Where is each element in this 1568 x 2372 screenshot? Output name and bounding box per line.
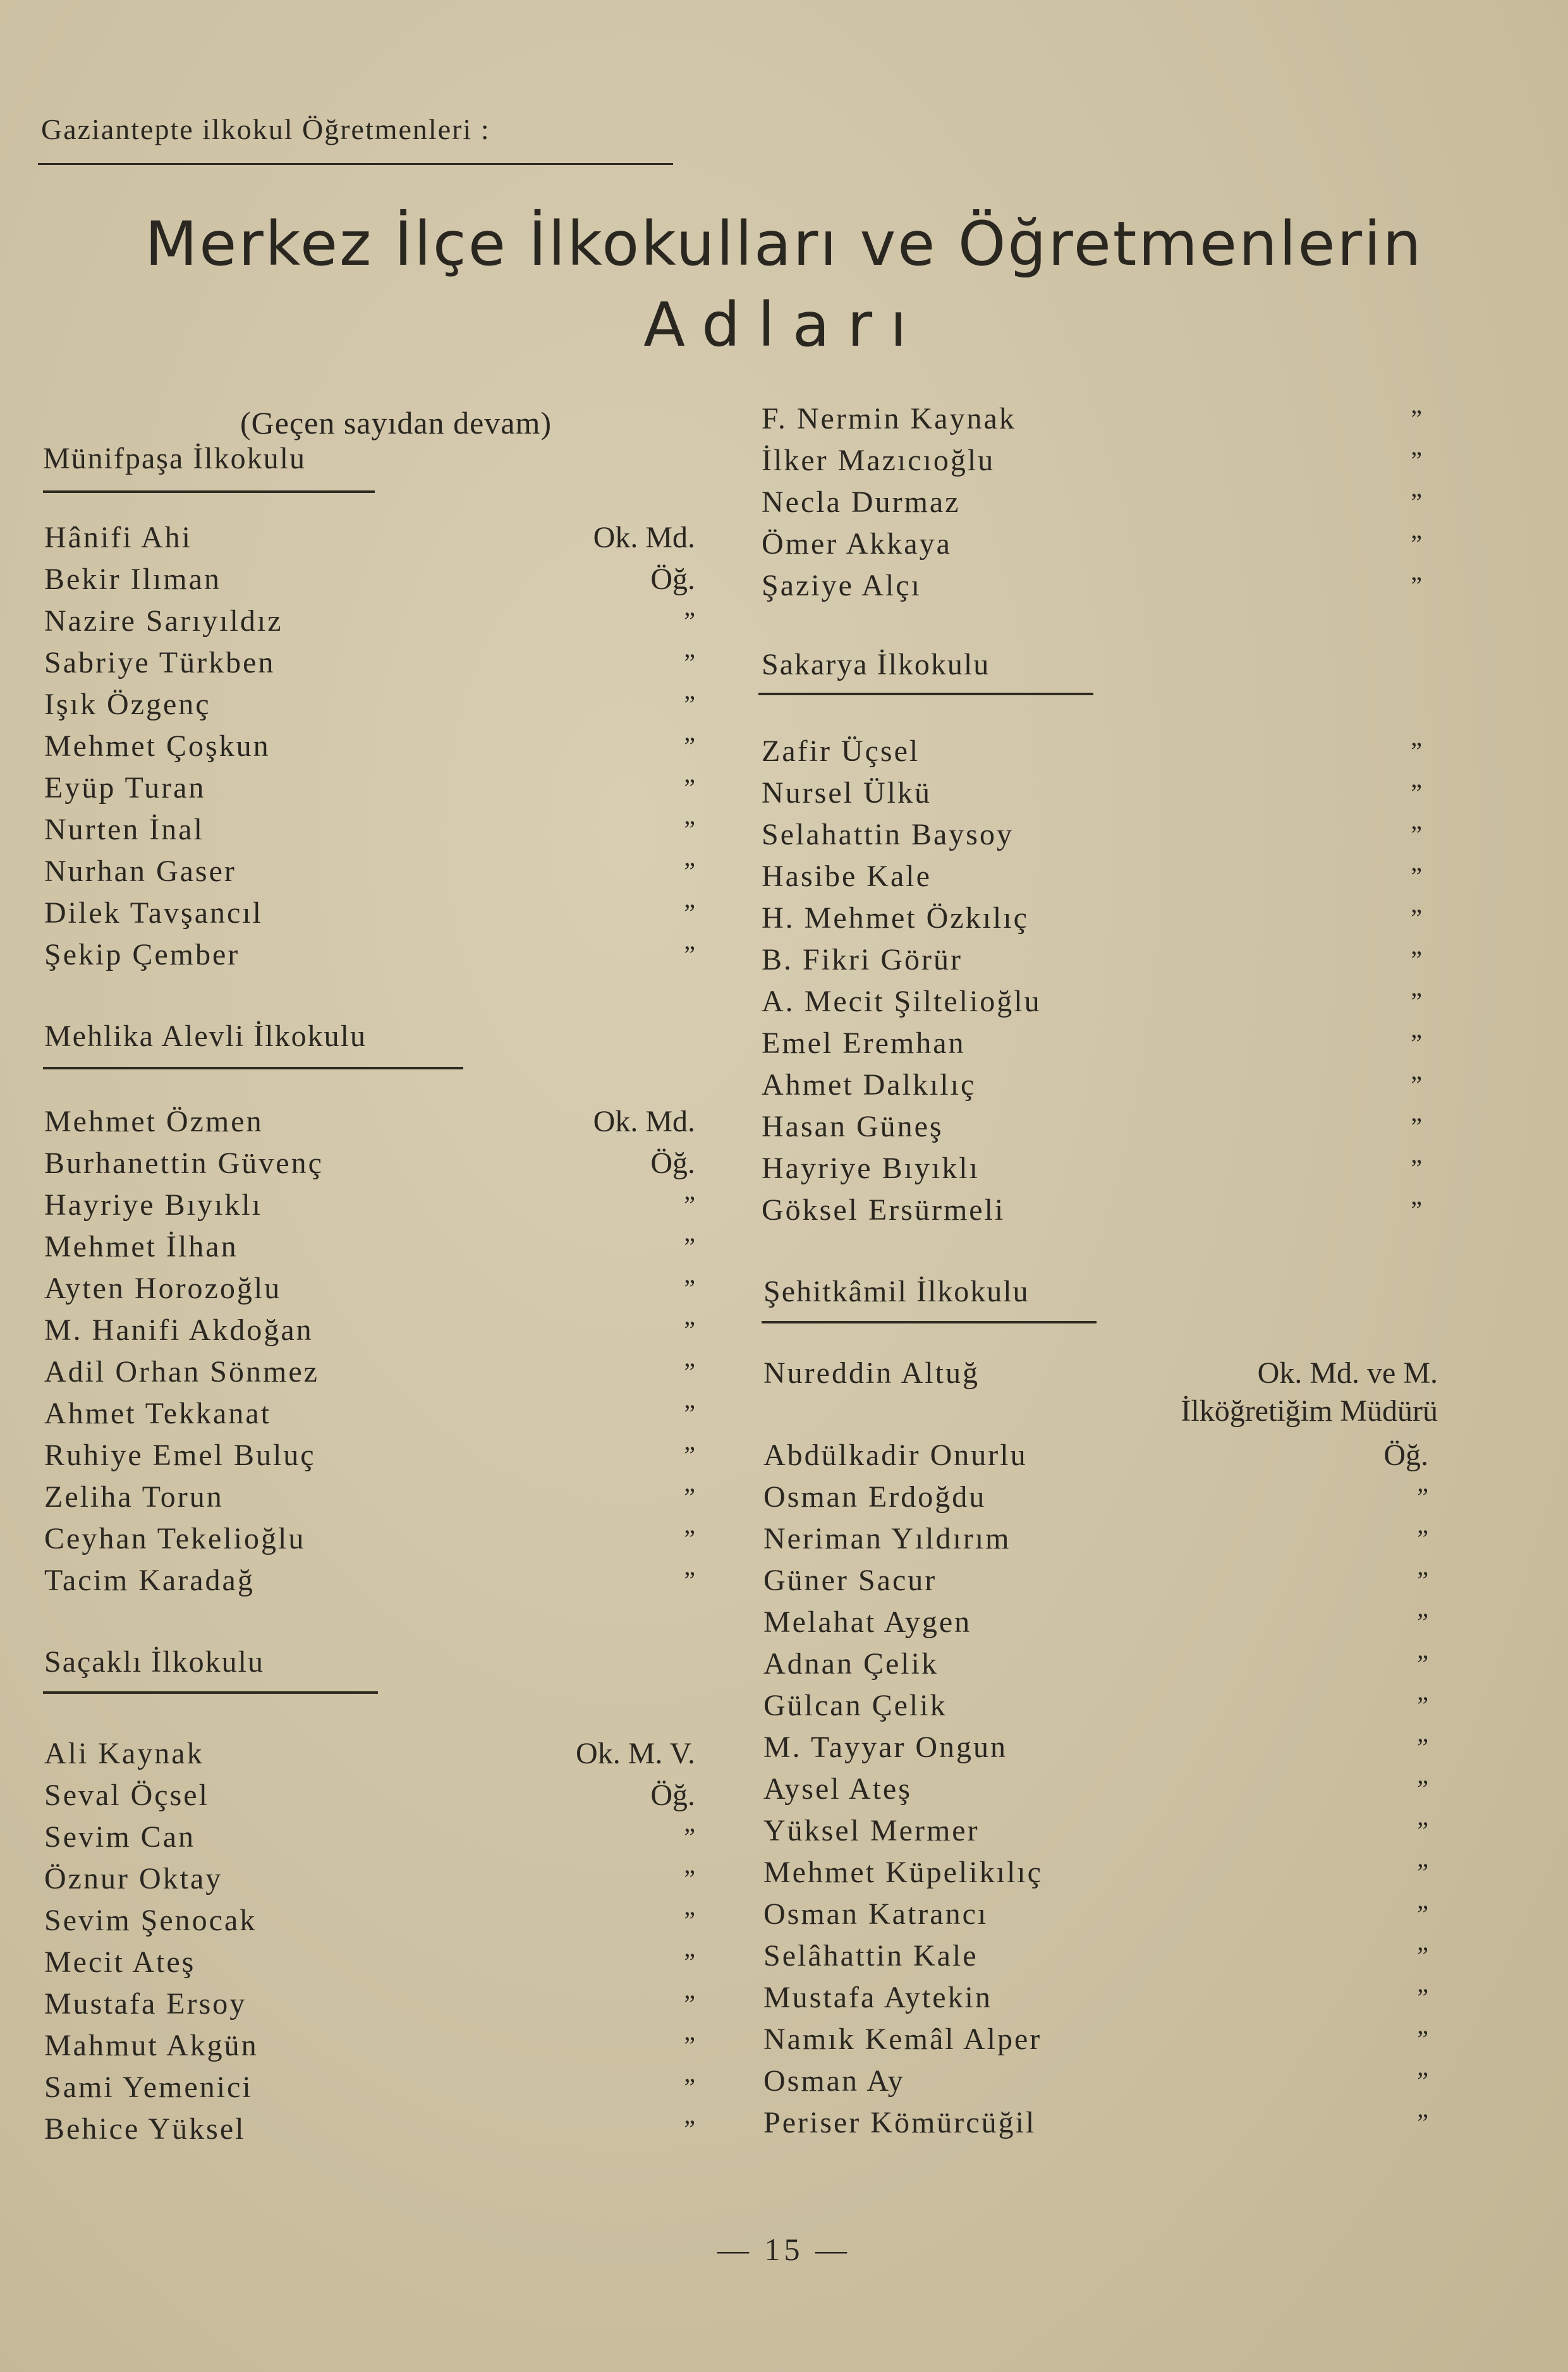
ditto-mark: ” [1417,2025,1428,2053]
header-underline [38,163,673,165]
teacher-name: Seval Öçsel [44,1779,209,1812]
teacher-name: Sevim Şenocak [44,1904,257,1937]
teacher-name: Adnan Çelik [763,1647,939,1681]
teacher-name: M. Tayyar Ongun [763,1730,1008,1764]
ditto-mark: ” [1411,446,1422,475]
ditto-mark: ” [1417,1942,1428,1970]
teacher-role: Öğ. [650,1779,695,1812]
ditto-mark: ” [1411,1029,1422,1057]
teacher-name: Nurten İnal [44,813,204,846]
ditto-mark: ” [684,2031,695,2060]
ditto-mark: ” [1417,1691,1428,1720]
teacher-name: Namık Kemâl Alper [763,2022,1042,2056]
ditto-mark: ” [1417,1650,1428,1678]
teacher-name: Göksel Ersürmeli [762,1193,1006,1227]
teacher-name: Şekip Çember [44,938,240,971]
section-underline [43,1691,378,1694]
teacher-name: Hasan Güneş [762,1110,944,1143]
teacher-name: Işık Özgenç [44,688,211,721]
teacher-name: Tacim Karadağ [44,1564,255,1597]
teacher-name: Ruhiye Emel Buluç [44,1438,316,1472]
teacher-name: Nurhan Gaser [44,855,236,888]
teacher-name: Periser Kömürcüğil [763,2106,1036,2139]
ditto-mark: ” [1411,1154,1422,1183]
teacher-name: Mehmet Küpelikılıç [763,1856,1043,1889]
teacher-name: Ömer Akkaya [762,527,952,561]
teacher-role: Ok. M. V. [576,1737,695,1770]
teacher-role: Ok. Md. [593,1105,695,1138]
ditto-mark: ” [684,1948,695,1976]
ditto-mark: ” [684,648,695,677]
ditto-mark: ” [1411,737,1422,765]
teacher-name: Hayriye Bıyıklı [762,1152,980,1185]
teacher-role-line2: İlköğretiğim Müdürü [1181,1394,1438,1428]
teacher-name: Ayten Horozoğlu [44,1272,282,1305]
ditto-mark: ” [684,1274,695,1303]
ditto-mark: ” [1411,904,1422,932]
teacher-name: Sevim Can [44,1820,195,1854]
ditto-mark: ” [684,815,695,844]
ditto-mark: ” [1411,820,1422,849]
ditto-mark: ” [684,607,695,635]
teacher-name: Emel Eremhan [762,1026,966,1060]
ditto-mark: ” [1417,1858,1428,1887]
ditto-mark: ” [684,1316,695,1344]
teacher-role: Öğ. [650,1146,695,1180]
ditto-mark: ” [684,1566,695,1595]
teacher-name: Zeliha Torun [44,1480,224,1514]
teacher-name: Ceyhan Tekelioğlu [44,1522,306,1555]
ditto-mark: ” [684,1990,695,2018]
section-title-sacakli: Saçaklı İlkokulu [44,1645,264,1679]
teacher-name: Neriman Yıldırım [763,1522,1011,1555]
teacher-name: Selâhattin Kale [763,1939,978,1973]
teacher-name: Bekir Ilıman [44,563,221,596]
teacher-name: Öznur Oktay [44,1862,223,1895]
ditto-mark: ” [684,1864,695,1893]
teacher-name: Mustafa Ersoy [44,1987,247,2021]
teacher-name: Ahmet Dalkılıç [762,1068,976,1102]
ditto-mark: ” [1411,1196,1422,1224]
page-title: Merkez İlçe İlkokulları ve Öğretmenlerin [145,209,1423,279]
ditto-mark: ” [684,1191,695,1219]
teacher-name: Mehmet Özmen [44,1105,264,1138]
ditto-mark: ” [684,1906,695,1935]
ditto-mark: ” [684,1483,695,1511]
teacher-name: Mahmut Akgün [44,2029,258,2062]
page-title-line2: Adları [643,289,925,360]
section-underline [758,693,1093,695]
ditto-mark: ” [1411,862,1422,891]
teacher-role: Ok. Md. ve M. [1257,1356,1438,1390]
ditto-mark: ” [1417,1608,1428,1636]
teacher-name: Sami Yemenici [44,2071,253,2104]
ditto-mark: ” [684,940,695,969]
ditto-mark: ” [1417,1816,1428,1845]
continuation-note: (Geçen sayıdan devam) [240,405,552,441]
teacher-name: Melahat Aygen [763,1605,972,1639]
teacher-name: Burhanettin Güvenç [44,1146,324,1180]
ditto-mark: ” [1411,946,1422,974]
teacher-name: Hasibe Kale [762,860,932,893]
ditto-mark: ” [684,1823,695,1851]
teacher-role: Öğ. [650,563,695,596]
ditto-mark: ” [1417,1483,1428,1511]
teacher-name: Mecit Ateş [44,1945,196,1979]
teacher-name: Osman Erdoğdu [763,1480,987,1514]
teacher-name: Nureddin Altuğ [763,1356,980,1390]
teacher-name: Dilek Tavşancıl [44,896,264,930]
ditto-mark: ” [1411,530,1422,558]
teacher-name: M. Hanifi Akdoğan [44,1313,313,1347]
teacher-name: Osman Ay [763,2064,905,2098]
ditto-mark: ” [684,1232,695,1261]
ditto-mark: ” [684,1441,695,1469]
section-title-sakarya: Sakarya İlkokulu [762,648,990,681]
teacher-name: İlker Mazıcıoğlu [762,444,995,477]
teacher-name: Yüksel Mermer [763,1814,980,1847]
ditto-mark: ” [1417,1733,1428,1761]
ditto-mark: ” [684,690,695,719]
ditto-mark: ” [1417,1983,1428,2012]
ditto-mark: ” [684,774,695,802]
ditto-mark: ” [684,1399,695,1428]
ditto-mark: ” [1417,1775,1428,1803]
teacher-name: Osman Katrancı [763,1897,988,1931]
ditto-mark: ” [1411,1071,1422,1099]
teacher-name: Selahattin Baysoy [762,818,1014,851]
section-title-mehlika-alevli: Mehlika Alevli İlkokulu [44,1019,367,1053]
ditto-mark: ” [1411,571,1422,600]
teacher-name: Sabriye Türkben [44,646,276,679]
teacher-name: Nursel Ülkü [762,776,932,810]
teacher-name: A. Mecit Şiltelioğlu [762,985,1042,1018]
ditto-mark: ” [1417,2067,1428,2095]
ditto-mark: ” [1417,2108,1428,2137]
teacher-name: Behice Yüksel [44,2112,246,2146]
teacher-name: B. Fikri Görür [762,943,963,976]
ditto-mark: ” [1411,1112,1422,1141]
teacher-name: Adil Orhan Sönmez [44,1355,319,1389]
teacher-name: H. Mehmet Özkılıç [762,901,1029,935]
section-title-sehitkamil: Şehitkâmil İlkokulu [763,1275,1030,1308]
teacher-name: Şaziye Alçı [762,569,921,602]
ditto-mark: ” [684,857,695,885]
teacher-name: Zafir Üçsel [762,734,920,768]
ditto-mark: ” [1417,1900,1428,1928]
section-underline [43,490,375,493]
ditto-mark: ” [1411,987,1422,1016]
teacher-role: Ok. Md. [593,521,695,554]
teacher-name: Hayriye Bıyıklı [44,1188,262,1222]
section-underline [762,1321,1097,1323]
teacher-name: F. Nermin Kaynak [762,402,1016,435]
ditto-mark: ” [684,1524,695,1553]
teacher-name: Mehmet İlhan [44,1230,238,1263]
teacher-name: Hânifi Ahi [44,521,192,554]
ditto-mark: ” [684,2115,695,2143]
ditto-mark: ” [1411,404,1422,433]
ditto-mark: ” [684,2073,695,2101]
page-number: — 15 — [717,2232,851,2267]
teacher-name: Eyüp Turan [44,771,206,805]
teacher-name: Güner Sacur [763,1564,937,1597]
ditto-mark: ” [1417,1524,1428,1553]
ditto-mark: ” [684,1358,695,1386]
ditto-mark: ” [684,899,695,927]
section-underline [43,1067,463,1069]
ditto-mark: ” [1411,779,1422,807]
teacher-role: Öğ. [1383,1438,1428,1472]
teacher-name: Ahmet Tekkanat [44,1397,271,1430]
teacher-name: Nazire Sarıyıldız [44,604,283,638]
teacher-name: Gülcan Çelik [763,1689,947,1722]
ditto-mark: ” [684,732,695,760]
teacher-name: Abdülkadir Onurlu [763,1438,1028,1472]
ditto-mark: ” [1411,488,1422,516]
teacher-name: Mustafa Aytekin [763,1981,992,2014]
teacher-name: Ali Kaynak [44,1737,204,1770]
teacher-name: Mehmet Çoşkun [44,729,270,763]
teacher-name: Aysel Ateş [763,1772,912,1806]
ditto-mark: ” [1417,1566,1428,1595]
page-header: Gaziantepte ilkokul Öğretmenleri : [41,113,490,145]
section-title-munifpasa: Münifpaşa İlkokulu [43,442,306,475]
teacher-name: Necla Durmaz [762,485,961,519]
